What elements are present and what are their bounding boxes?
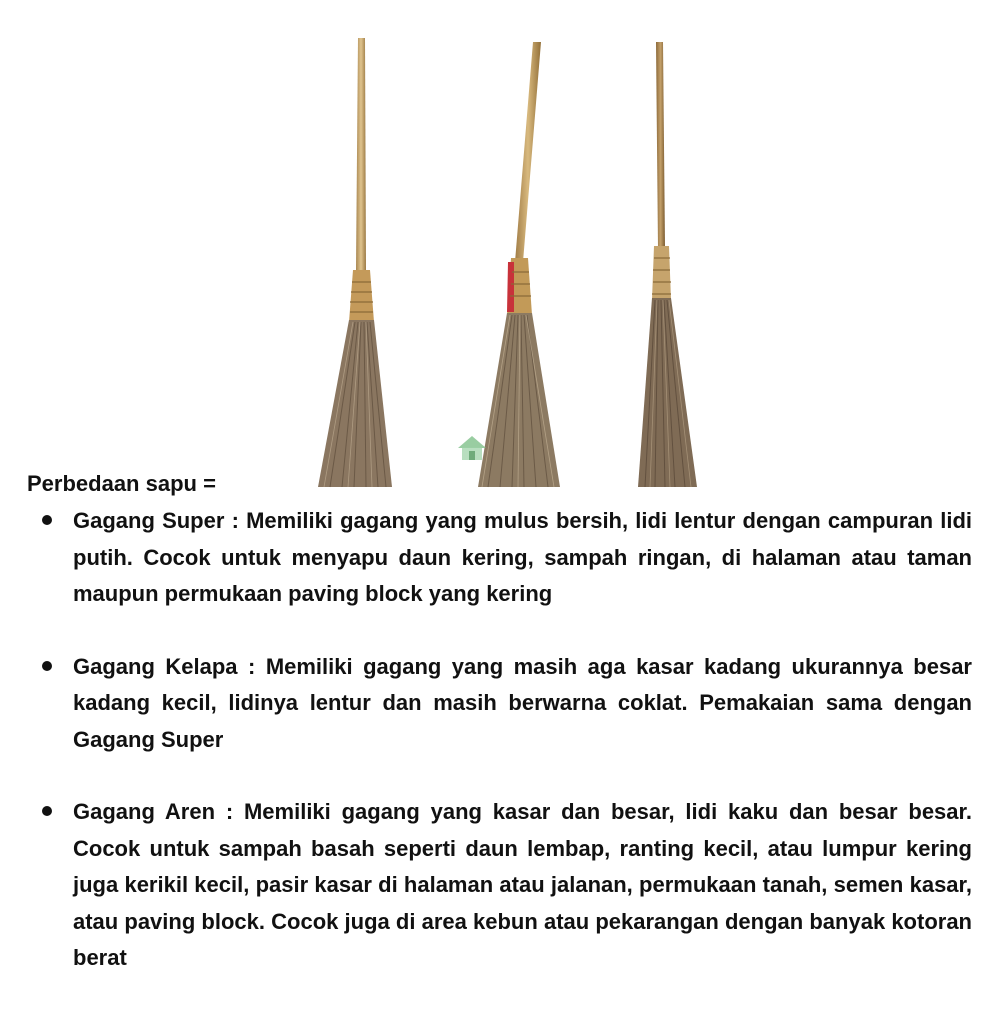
item-separator: :	[215, 799, 244, 824]
item-separator: :	[224, 508, 247, 533]
list-item-kelapa	[40, 649, 972, 759]
item-text	[73, 503, 972, 613]
bullet-icon	[42, 515, 52, 525]
item-text	[73, 794, 972, 977]
house-watermark-logo	[452, 430, 492, 466]
broom-kelapa-image	[460, 0, 590, 490]
item-term: Gagang Kelapa	[73, 653, 238, 679]
list-item-aren	[40, 794, 972, 977]
item-description: Memiliki gagang yang masih aga kasar kadang ukurannya besar kadang kecil, lidinya lentur dan masih berwarna coklat. Pemakaian sama dengan Gagang Super	[73, 653, 972, 752]
list-item-super	[40, 503, 972, 613]
broom-types-list	[40, 503, 972, 1013]
bullet-icon	[42, 806, 52, 816]
broom-aren-image	[625, 0, 720, 490]
item-text	[73, 649, 972, 759]
item-description: Memiliki gagang yang mulus bersih, lidi lentur dengan campuran lidi putih. Cocok untuk menyapu daun kering, sampah ringan, di halaman atau taman maupun permukaan paving block yang kering	[73, 508, 973, 606]
bullet-icon	[42, 661, 52, 671]
item-description: Memiliki gagang yang kasar dan besar, lidi kaku dan besar besar. Cocok untuk sampah basah seperti daun lembap, ranting kecil, atau lumpur kering juga kerikil kecil, pasir kasar di halaman atau jalanan, permukaan tanah, semen kasar, atau paving block. Cocok juga di area kebun atau pekarangan dengan banyak kotoran berat	[73, 799, 972, 970]
item-term: Gagang Aren	[73, 799, 216, 824]
item-separator: :	[237, 653, 266, 679]
item-term: Gagang Super	[73, 508, 225, 533]
heading: Perbedaan sapu =	[27, 471, 216, 496]
broom-super-image	[300, 0, 410, 490]
